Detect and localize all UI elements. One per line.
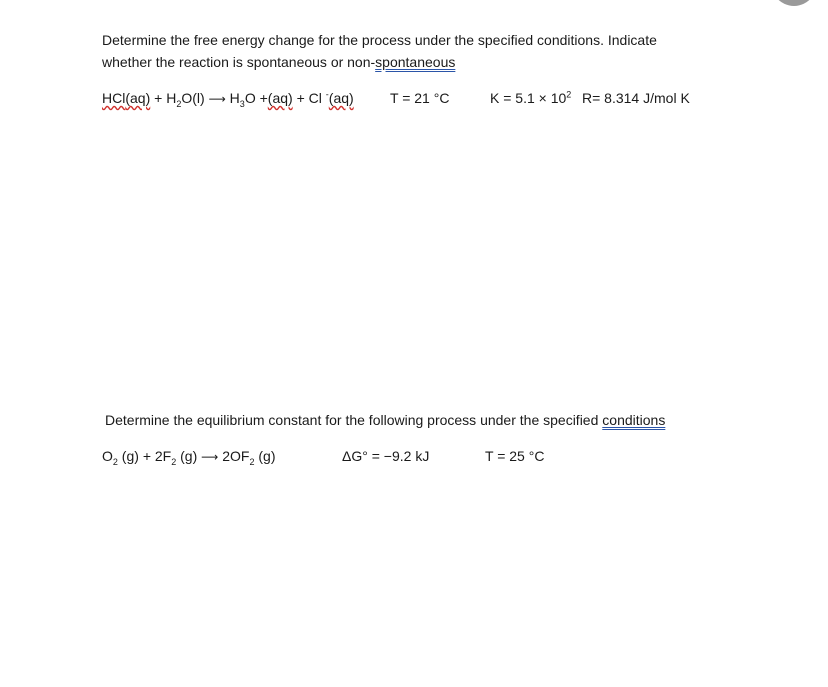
superscript: - [325, 89, 329, 100]
spellcheck-flagged-word[interactable]: (aq) [125, 90, 151, 106]
plus-sign: + [154, 90, 163, 106]
q1-gas-constant: R= 8.314 J/mol K [582, 90, 690, 106]
plus-sign: + [296, 90, 305, 106]
formula-text: 2OF [222, 448, 250, 464]
formula-text: O(l) [181, 90, 205, 106]
q2-equation [102, 448, 276, 467]
q1-prompt-line2-text: whether the reaction is spontaneous or non- [102, 54, 376, 70]
q1-prompt-line1: Determine the free energy change for the process under the specified conditions. Indicate [102, 32, 657, 48]
reaction-arrow: ⟶ [208, 92, 226, 106]
subscript: 3 [239, 98, 245, 109]
subscript: 2 [176, 98, 182, 109]
formula-text: H [229, 90, 240, 106]
state-label: (g) [180, 448, 198, 464]
state-label: (g) [258, 448, 276, 464]
formula-text: 2F [154, 448, 172, 464]
k-value: K = 5.1 × 10 [490, 90, 567, 106]
subscript: 2 [249, 456, 255, 467]
formula-text: O [244, 90, 256, 106]
plus-sign: + [142, 448, 151, 464]
k-exponent: 2 [566, 89, 572, 100]
q2-delta-g: ΔG° = −9.2 kJ [342, 448, 430, 464]
spellcheck-flagged-word[interactable]: HCl [102, 90, 126, 106]
formula-text: H [166, 90, 177, 106]
formula-text: Cl [308, 90, 322, 106]
q1-equilibrium-constant [490, 90, 571, 106]
state-label: (g) [121, 448, 139, 464]
q1-prompt-line2 [102, 54, 455, 70]
subscript: 2 [171, 456, 177, 467]
q2-temperature: T = 25 °C [485, 448, 545, 464]
q2-prompt [105, 412, 665, 428]
q1-equation [102, 89, 354, 109]
reaction-arrow: ⟶ [201, 450, 219, 464]
spellcheck-flagged-word[interactable]: (aq) [267, 90, 293, 106]
q1-temperature: T = 21 °C [390, 90, 450, 106]
spellcheck-flagged-word[interactable]: conditions [602, 412, 666, 428]
subscript: 2 [112, 456, 118, 467]
spellcheck-flagged-word[interactable]: (aq) [328, 90, 354, 106]
spellcheck-flagged-word[interactable]: spontaneous [375, 54, 456, 70]
formula-text: O [102, 448, 113, 464]
plus-sign: + [259, 90, 268, 106]
q2-prompt-text: Determine the equilibrium constant for the following process under the specified [105, 412, 603, 428]
corner-circle-button[interactable] [768, 0, 820, 6]
